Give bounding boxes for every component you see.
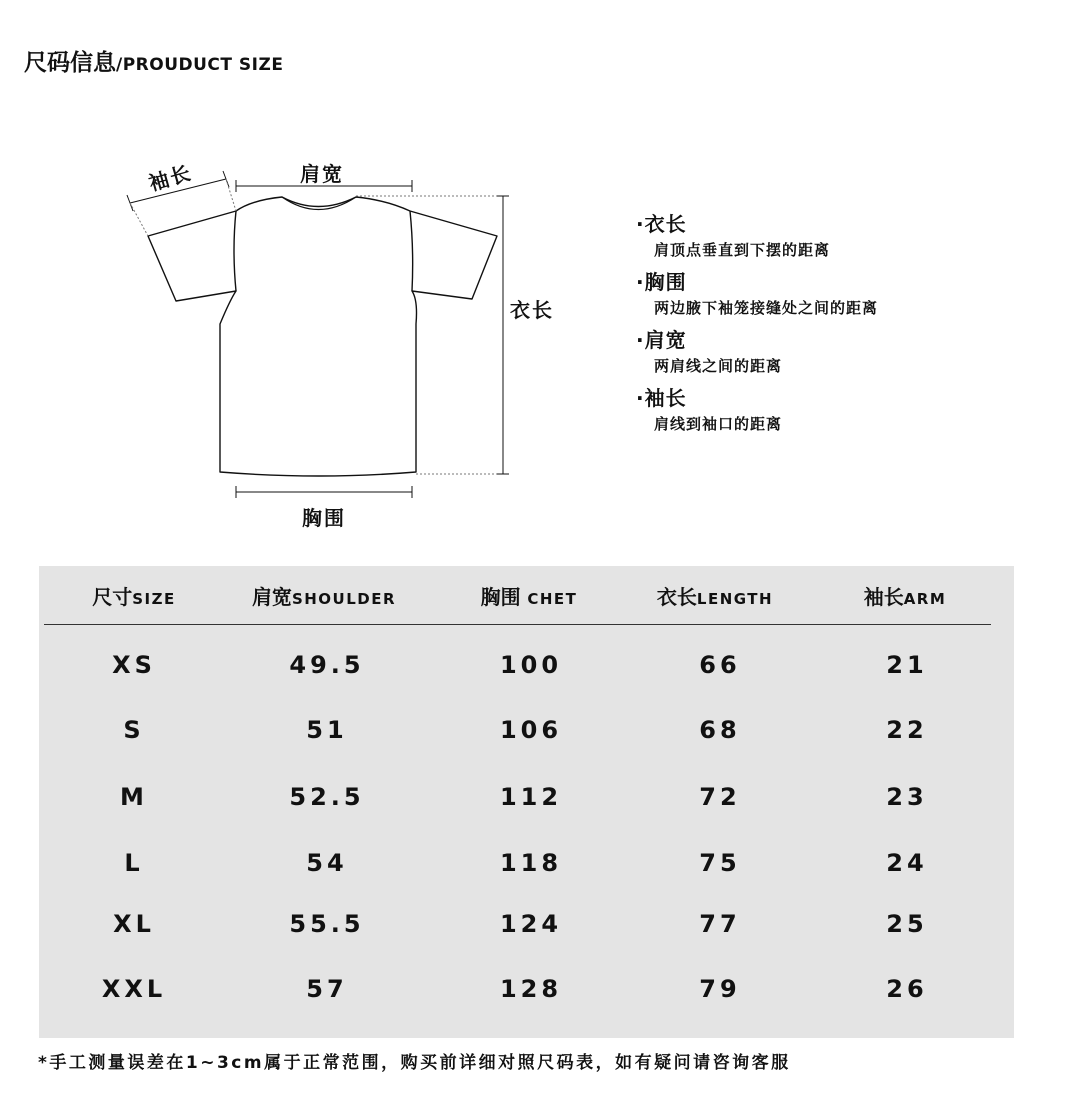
cell-size: XXL <box>101 975 167 1003</box>
table-row <box>39 772 1014 822</box>
legend-head: ·肩宽 <box>636 328 687 352</box>
cell-arm: 22 <box>886 716 928 744</box>
cell-size: L <box>124 849 144 877</box>
legend-desc: 肩线到袖口的距离 <box>654 415 783 433</box>
cell-shoulder: 57 <box>306 975 348 1003</box>
tshirt-outline-icon <box>0 140 620 540</box>
cell-length: 77 <box>699 910 741 938</box>
cell-shoulder: 52.5 <box>289 783 365 811</box>
header-shoulder: 肩宽SHOULDER <box>251 585 397 609</box>
table-row <box>39 640 1014 690</box>
legend-item <box>636 210 1056 262</box>
legend-head: ·胸围 <box>636 270 687 294</box>
cell-chest: 106 <box>499 716 563 744</box>
cell-chest: 128 <box>499 975 563 1003</box>
shoulder-label: 肩宽 <box>300 162 344 186</box>
tshirt-diagram <box>0 140 620 540</box>
legend-desc: 肩顶点垂直到下摆的距离 <box>654 241 831 259</box>
header-chest: 胸围 CHET <box>480 585 578 609</box>
cell-arm: 25 <box>886 910 928 938</box>
cell-length: 72 <box>699 783 741 811</box>
cell-size: XL <box>113 910 155 938</box>
cell-length: 79 <box>699 975 741 1003</box>
table-row <box>39 964 1014 1014</box>
title-en: /PROUDUCT SIZE <box>116 55 284 75</box>
title-zh: 尺码信息 <box>24 50 116 76</box>
table-row <box>39 899 1014 949</box>
legend-head: ·袖长 <box>636 386 687 410</box>
chest-label: 胸围 <box>302 506 346 530</box>
cell-size: M <box>120 783 148 811</box>
header-length: 衣长LENGTH <box>656 585 774 609</box>
cell-shoulder: 51 <box>306 716 348 744</box>
size-table <box>39 566 1014 1038</box>
cell-shoulder: 54 <box>306 849 348 877</box>
legend-head: ·衣长 <box>636 212 687 236</box>
cell-size: S <box>123 716 145 744</box>
legend-item <box>636 326 1056 378</box>
measurement-legend <box>636 210 1056 442</box>
legend-item <box>636 384 1056 436</box>
cell-length: 68 <box>699 716 741 744</box>
cell-chest: 112 <box>499 783 563 811</box>
cell-arm: 26 <box>886 975 928 1003</box>
page-title <box>24 44 283 77</box>
length-label: 衣长 <box>510 298 554 322</box>
table-row <box>39 705 1014 755</box>
header-size: 尺寸SIZE <box>92 585 176 609</box>
cell-chest: 100 <box>499 651 563 679</box>
cell-shoulder: 55.5 <box>289 910 365 938</box>
cell-size: XS <box>112 651 156 679</box>
cell-arm: 21 <box>886 651 928 679</box>
table-row <box>39 838 1014 888</box>
measurement-note: *手工测量误差在1~3cm属于正常范围，购买前详细对照尺码表，如有疑问请咨询客服 <box>38 1053 791 1073</box>
sleeve-label: 袖长 <box>145 160 195 196</box>
header-divider <box>44 624 991 625</box>
cell-arm: 24 <box>886 849 928 877</box>
legend-desc: 两肩线之间的距离 <box>654 357 783 375</box>
legend-desc: 两边腋下袖笼接缝处之间的距离 <box>654 299 879 317</box>
cell-chest: 118 <box>499 849 563 877</box>
cell-chest: 124 <box>499 910 563 938</box>
cell-shoulder: 49.5 <box>289 651 365 679</box>
table-header-row <box>39 572 1014 622</box>
header-arm: 袖长ARM <box>863 585 947 609</box>
legend-item <box>636 268 1056 320</box>
cell-arm: 23 <box>886 783 928 811</box>
cell-length: 75 <box>699 849 741 877</box>
cell-length: 66 <box>699 651 741 679</box>
